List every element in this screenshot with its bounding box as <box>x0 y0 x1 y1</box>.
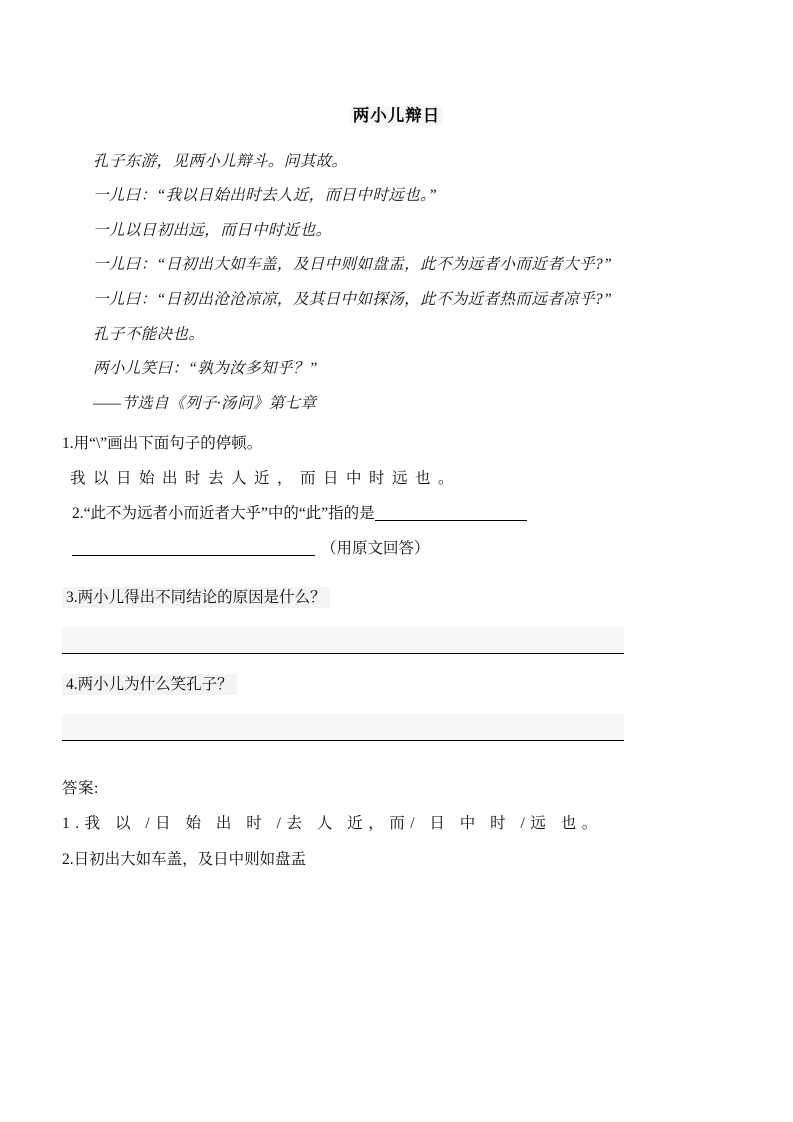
answer-key-item: 1.我 以 /日 始 出 时 /去 人 近，而/ 日 中 时 /远 也。 <box>62 815 603 833</box>
question-2-note: （用原文回答） <box>321 539 430 557</box>
passage-paragraph: 两小儿笑曰：“孰为汝多知乎？” <box>93 360 318 378</box>
answer-key-section <box>62 771 731 878</box>
page-title <box>62 0 731 129</box>
question-4-number: 4. <box>66 675 78 693</box>
passage-paragraph: 一儿曰：“日初出大如车盖，及日中则如盘盂，此不为远者小而近者大乎?” <box>93 256 613 274</box>
question-3-number: 3. <box>66 588 78 606</box>
question-3-answer-field[interactable] <box>62 627 624 654</box>
answer-key-item: 2.日初出大如车盖，及日中则如盘盂 <box>62 850 307 868</box>
question-2-prompt: “此不为远者小而近者大乎”中的“此”指的是 <box>83 505 375 522</box>
question-1-sentence[interactable]: 我以日始出时去人近，而日中时远也。 <box>70 470 462 488</box>
passage-paragraph: 一儿曰：“我以日始出时去人近，而日中时远也。” <box>93 187 438 205</box>
question-2 <box>62 497 731 532</box>
passage-paragraph: 一儿曰：“日初出沧沧凉凉，及其日中如探汤，此不为近者热而远者凉乎?” <box>93 291 613 308</box>
passage-attribution: ——节选自《列子·汤问》第七章 <box>93 394 317 412</box>
question-4-prompt: 两小儿为什么笑孔子？ <box>77 675 233 693</box>
question-2-line-2 <box>62 532 731 567</box>
question-3 <box>62 581 731 616</box>
question-1-number: 1. <box>62 435 74 453</box>
questions-section <box>62 427 731 740</box>
question-1-prompt: 用“\”画出下面句子的停顿。 <box>73 435 263 453</box>
question-2-blank-1[interactable] <box>375 520 527 521</box>
question-2-number: 2. <box>72 505 84 522</box>
passage-paragraph: 孔子东游，见两小儿辩斗。问其故。 <box>93 152 348 170</box>
question-3-prompt: 两小儿得出不同结论的原因是什么？ <box>77 588 326 606</box>
question-4 <box>62 668 731 703</box>
passage-paragraph: 一儿以日初出远，而日中时近也。 <box>93 221 332 239</box>
answer-key-heading: 答案: <box>62 779 99 797</box>
page-title-text: 两小儿辩日 <box>350 106 444 126</box>
question-4-text <box>62 674 237 695</box>
question-3-text <box>62 587 330 608</box>
classical-passage <box>62 145 731 422</box>
question-4-answer-field[interactable] <box>62 714 624 741</box>
question-1 <box>62 427 731 462</box>
passage-paragraph: 孔子不能决也。 <box>93 325 205 343</box>
question-2-blank-2[interactable] <box>72 555 315 556</box>
